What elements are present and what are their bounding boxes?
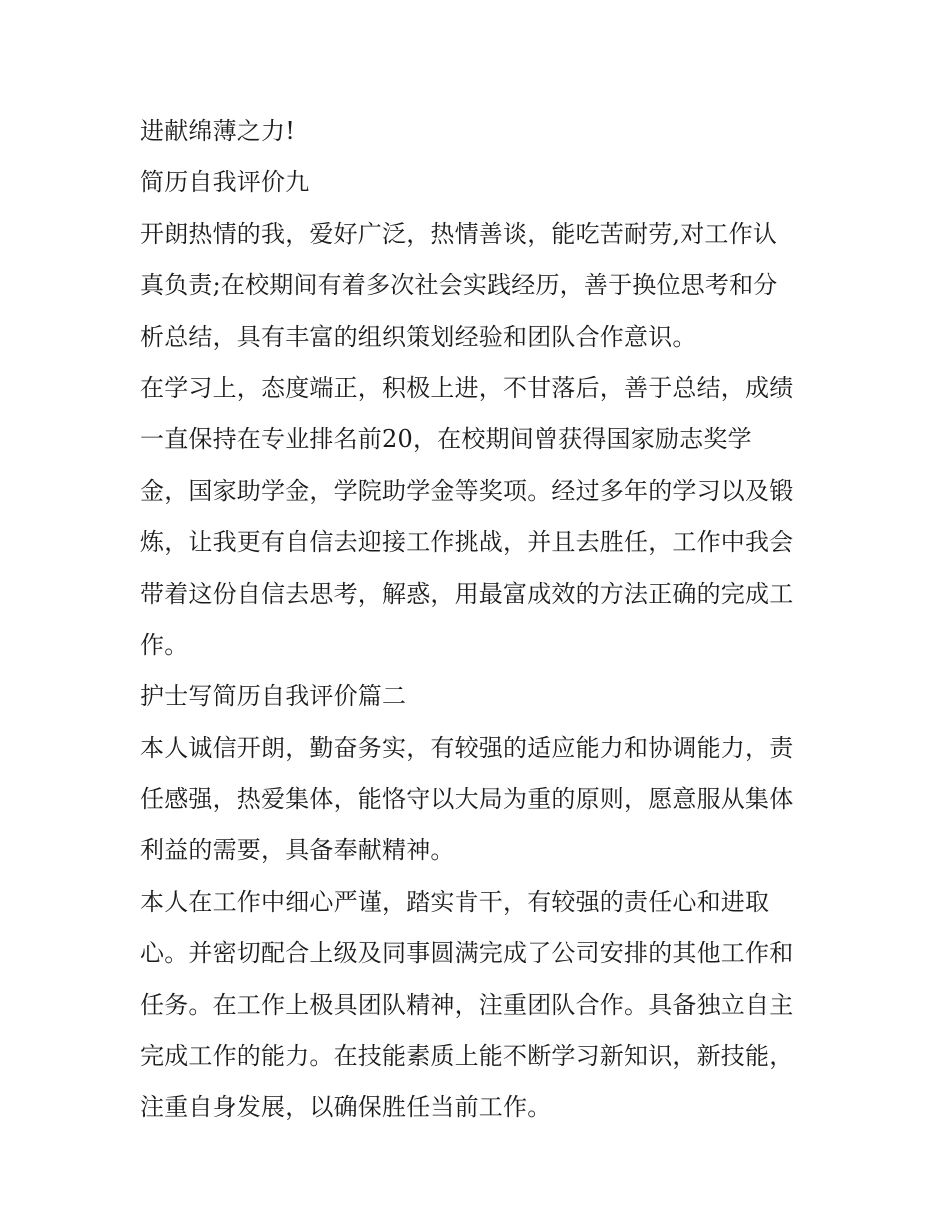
text-line: 真负责;在校期间有着多次社会实践经历，善于换位思考和分 (140, 271, 778, 300)
section-heading: 简历自我评价九 (140, 168, 310, 197)
text-line: 开朗热情的我，爱好广泛，热情善谈，能吃苦耐劳,对工作认 (140, 219, 778, 248)
document-body (140, 106, 820, 1134)
text-line: 带着这份自信去思考，解惑，用最富成效的方法正确的完成工 (140, 579, 794, 608)
text-line: 心。并密切配合上级及同事圆满完成了公司安排的其他工作和 (140, 939, 794, 968)
text-line: 任务。在工作上极具团队精神，注重团队合作。具备独立自主 (140, 990, 794, 1019)
text-line: 任感强，热爱集体，能恪守以大局为重的原则，愿意服从集体 (140, 785, 794, 814)
text-line: 本人诚信开朗，勤奋务实，有较强的适应能力和协调能力，责 (140, 733, 794, 762)
section-heading: 护士写简历自我评价篇二 (140, 682, 407, 711)
text-line: 炼，让我更有自信去迎接工作挑战，并且去胜任，工作中我会 (140, 528, 794, 557)
text-line: 注重自身发展，以确保胜任当前工作。 (140, 1093, 552, 1122)
text-line: 完成工作的能力。在技能素质上能不断学习新知识，新技能， (140, 1042, 794, 1071)
text-line: 本人在工作中细心严谨，踏实肯干，有较强的责任心和进取 (140, 887, 770, 916)
text-line: 一直保持在专业排名前20，在校期间曾获得国家励志奖学 (140, 425, 752, 454)
text-line: 进献绵薄之力! (140, 117, 296, 145)
text-line: 利益的需要，具备奉献精神。 (140, 836, 455, 865)
text-line: 金，国家助学金，学院助学金等奖项。经过多年的学习以及锻 (140, 476, 794, 505)
text-line: 析总结，具有丰富的组织策划经验和团队合作意识。 (140, 322, 697, 351)
text-line: 作。 (140, 630, 189, 659)
text-line: 在学习上，态度端正，积极上进，不甘落后，善于总结，成绩 (140, 373, 794, 402)
